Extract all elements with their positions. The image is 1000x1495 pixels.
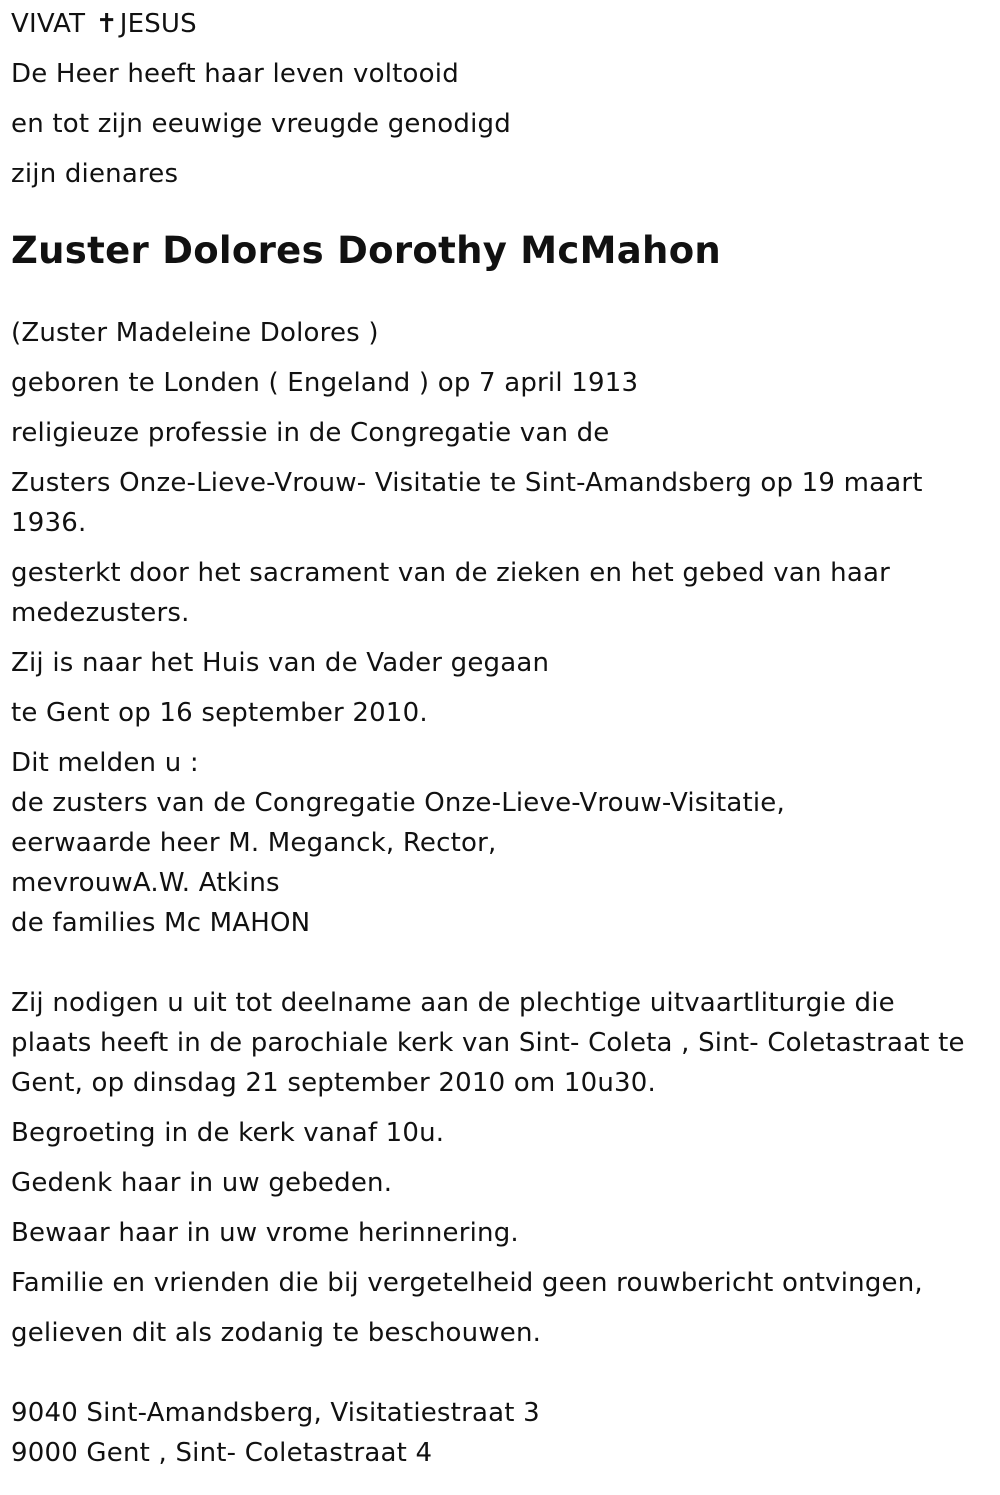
family-notice-1: Familie en vrienden die bij vergetelheid geen rouwbericht ontvingen, xyxy=(11,1268,923,1298)
birth-info: geboren te Londen ( Engeland ) op 7 april 1913 xyxy=(11,368,639,398)
cross-icon: ✝ xyxy=(95,9,118,39)
announcers-intro: Dit melden u : xyxy=(11,748,199,778)
memory-request: Bewaar haar in uw vrome herinnering. xyxy=(11,1218,519,1248)
religious-name: (Zuster Madeleine Dolores ) xyxy=(11,318,379,348)
announcer-item: mevrouwA.W. Atkins xyxy=(11,868,280,898)
header-line-2: en tot zijn eeuwige vreugde genodigd xyxy=(11,109,511,139)
profession-line-2: Zusters Onze-Lieve-Vrouw- Visitatie te Sint-Amandsberg op 19 maart 1936. xyxy=(11,468,923,538)
announcer-item: eerwaarde heer M. Meganck, Rector, xyxy=(11,828,497,858)
addresses-block xyxy=(11,1393,1000,1473)
announcer-item: de zusters van de Congregatie Onze-Lieve-Vrouw-Visitatie, xyxy=(11,788,785,818)
header-line-1: De Heer heeft haar leven voltooid xyxy=(11,59,459,89)
funeral-invitation: Zij nodigen u uit tot deelname aan de plechtige uitvaartliturgie die plaats heeft in de parochiale kerk van Sint- Coleta , Sint- Coletastraat te Gent, op dinsdag 21 september 2010 om 10u30. xyxy=(11,988,965,1098)
address-line: 9000 Gent , Sint- Coletastraat 4 xyxy=(11,1438,433,1468)
family-notice-2: gelieven dit als zodanig te beschouwen. xyxy=(11,1318,542,1348)
vivat-jesus-line xyxy=(11,4,1000,44)
announcer-item: de families Mc MAHON xyxy=(11,908,311,938)
sacrament-info: gesterkt door het sacrament van de zieken en het gebed van haar medezusters. xyxy=(11,558,891,628)
prayer-request: Gedenk haar in uw gebeden. xyxy=(11,1168,393,1198)
address-line: 9040 Sint-Amandsberg, Visitatiestraat 3 xyxy=(11,1398,540,1428)
announcers-block xyxy=(11,743,1000,943)
header-line-3: zijn dienares xyxy=(11,159,179,189)
passed-line-2: te Gent op 16 september 2010. xyxy=(11,698,428,728)
passed-line-1: Zij is naar het Huis van de Vader gegaan xyxy=(11,648,550,678)
profession-line-1: religieuze professie in de Congregatie van de xyxy=(11,418,610,448)
vivat-text: VIVAT xyxy=(11,9,86,39)
death-notice xyxy=(0,4,1000,1495)
deceased-name: Zuster Dolores Dorothy McMahon xyxy=(11,229,722,272)
church-greeting: Begroeting in de kerk vanaf 10u. xyxy=(11,1118,445,1148)
jesus-text: JESUS xyxy=(119,9,197,39)
